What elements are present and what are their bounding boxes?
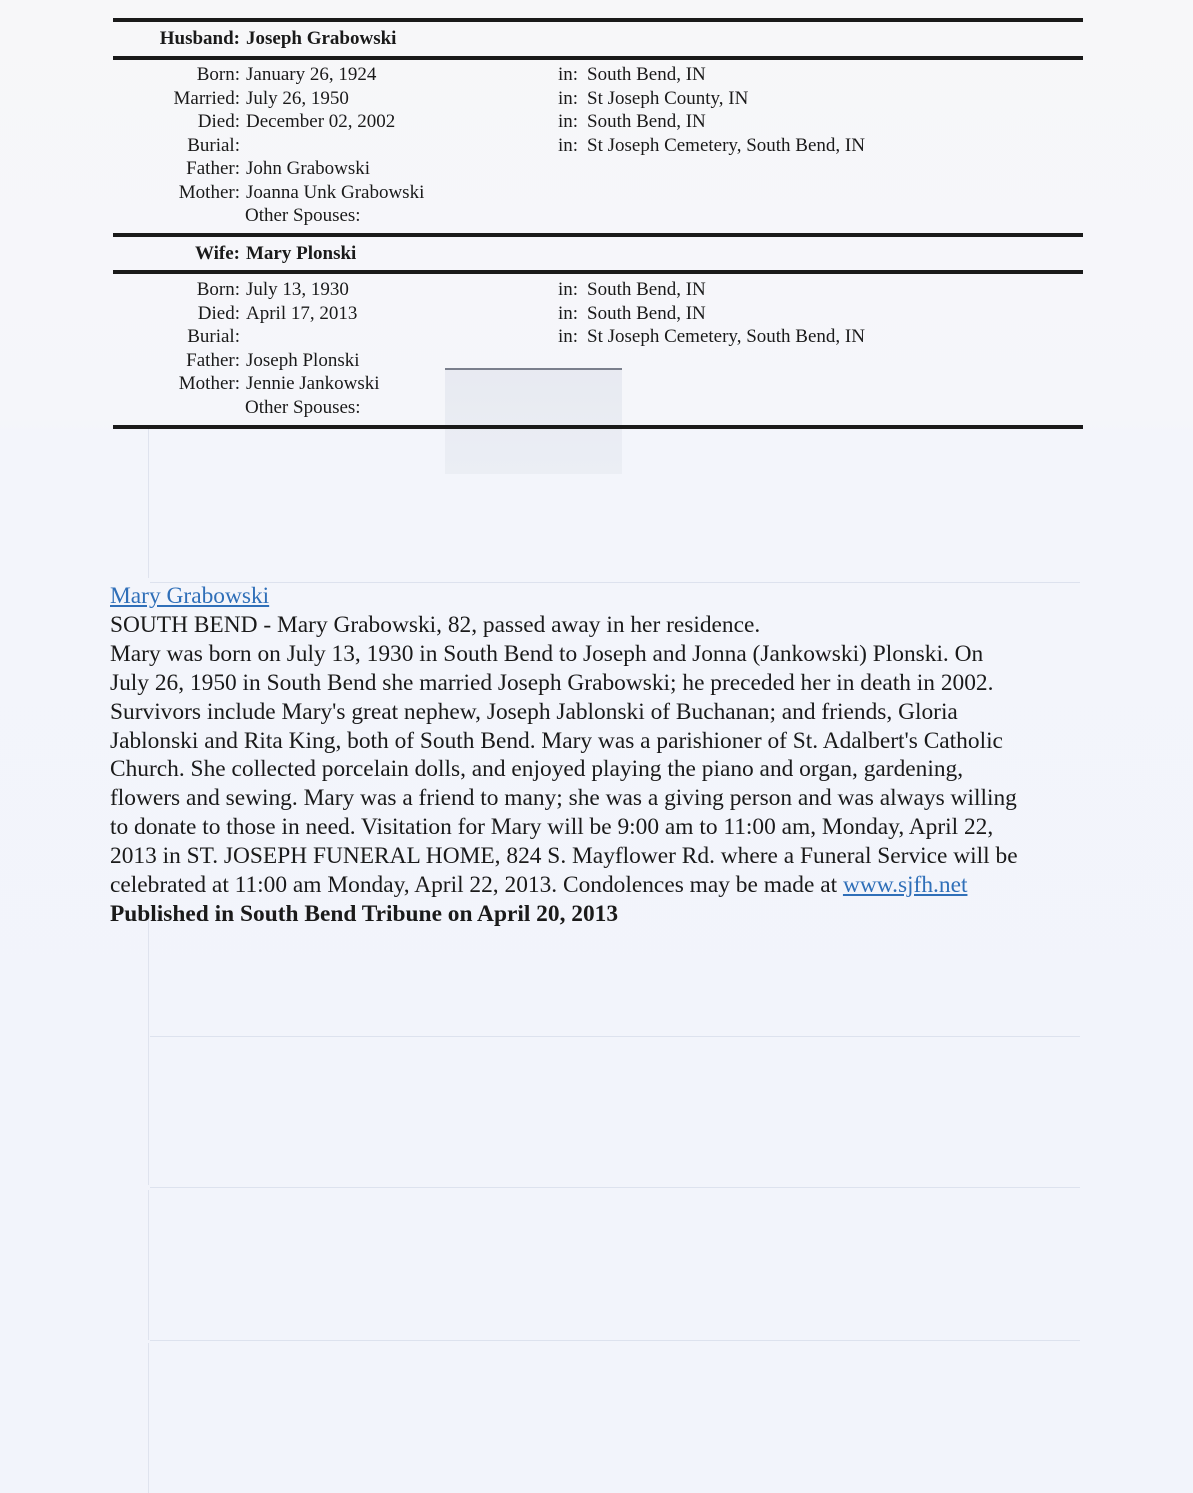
ghost-divider: [150, 1187, 1080, 1188]
section-rule: [113, 270, 1083, 274]
place-value: St Joseph Cemetery, South Bend, IN: [587, 135, 865, 156]
section-rule: [113, 18, 1083, 22]
husband-married-row: [113, 87, 1083, 111]
obituary-line: 2013 in ST. JOSEPH FUNERAL HOME, 824 S. Mayflower Rd. where a Funeral Service will be: [110, 843, 1018, 870]
in-label: in:: [558, 279, 579, 300]
obituary-line-text: celebrated at 11:00 am Monday, April 22, 2013. Condolences may be made at: [110, 872, 838, 899]
obituary-line: Mary was born on July 13, 1930 in South Bend to Joseph and Jonna (Jankowski) Plonski. On: [110, 640, 984, 667]
field-label: Married:: [173, 88, 240, 109]
husband-mother-row: [113, 181, 1083, 205]
obituary: [110, 582, 1085, 929]
place-value: South Bend, IN: [587, 303, 706, 324]
obituary-last-line: [110, 871, 1085, 900]
in-label: in:: [558, 64, 579, 85]
ghost-divider: [148, 1040, 149, 1185]
wife-burial-row: [113, 325, 1083, 349]
field-value: December 02, 2002: [246, 111, 396, 132]
husband-father-row: [113, 157, 1083, 181]
ghost-divider: [150, 1340, 1080, 1341]
field-label: Mother:: [178, 373, 240, 394]
wife-label: Wife:: [194, 243, 240, 264]
ghost-divider: [148, 428, 149, 578]
obituary-line: July 26, 1950 in South Bend she married Joseph Grabowski; he preceded her in death in 2002.: [110, 669, 994, 696]
place-value: St Joseph Cemetery, South Bend, IN: [587, 326, 865, 347]
section-rule: [113, 56, 1083, 60]
ghost-divider: [148, 910, 149, 1040]
field-value: January 26, 1924: [246, 64, 377, 85]
place-value: South Bend, IN: [587, 279, 706, 300]
field-value: Jennie Jankowski: [246, 373, 380, 394]
obituary-line: Survivors include Mary's great nephew, Joseph Jablonski of Buchanan; and friends, Gloria: [110, 698, 958, 725]
in-label: in:: [558, 88, 579, 109]
other-spouses-label: Other Spouses:: [245, 205, 361, 226]
obituary-line: Church. She collected porcelain dolls, and enjoyed playing the piano and organ, gardening,: [110, 756, 964, 783]
ghost-divider: [150, 1036, 1080, 1037]
husband-burial-row: [113, 134, 1083, 158]
field-label: Mother:: [178, 182, 240, 203]
field-label: Father:: [186, 158, 240, 179]
wife-born-row: [113, 278, 1083, 302]
section-rule: [113, 425, 1083, 429]
field-label: Died:: [197, 303, 240, 324]
field-label: Burial:: [187, 326, 240, 347]
husband-died-row: [113, 110, 1083, 134]
section-rule: [113, 233, 1083, 237]
field-label: Father:: [186, 350, 240, 371]
obituary-line: SOUTH BEND - Mary Grabowski, 82, passed away in her residence.: [110, 611, 761, 638]
field-value: July 26, 1950: [246, 88, 349, 109]
field-value: April 17, 2013: [246, 303, 358, 324]
obituary-line: to donate to those in need. Visitation for Mary will be 9:00 am to 11:00 am, Monday, April 22,: [110, 814, 994, 841]
in-label: in:: [558, 135, 579, 156]
other-spouses-label: Other Spouses:: [245, 397, 361, 418]
wife-mother-row: [113, 372, 1083, 396]
funeral-home-website-link[interactable]: www.sjfh.net: [842, 872, 968, 899]
wife-died-row: [113, 302, 1083, 326]
ghost-divider: [148, 1343, 149, 1493]
field-value: Joanna Unk Grabowski: [246, 182, 425, 203]
field-label: Born:: [196, 279, 240, 300]
wife-name: Mary Plonski: [246, 243, 357, 264]
in-label: in:: [558, 111, 579, 132]
husband-label: Husband:: [159, 28, 240, 49]
place-value: South Bend, IN: [587, 64, 706, 85]
obituary-name-link[interactable]: Mary Grabowski: [110, 583, 270, 609]
place-value: South Bend, IN: [587, 111, 706, 132]
field-value: John Grabowski: [246, 158, 371, 179]
place-value: St Joseph County, IN: [587, 88, 749, 109]
field-label: Born:: [196, 64, 240, 85]
husband-born-row: [113, 63, 1083, 87]
ghost-divider: [148, 1190, 149, 1340]
in-label: in:: [558, 326, 579, 347]
husband-name: Joseph Grabowski: [246, 28, 397, 49]
obituary-line: flowers and sewing. Mary was a friend to many; she was a giving person and was always willing: [110, 785, 1017, 812]
field-value: July 13, 1930: [246, 279, 349, 300]
field-label: Died:: [197, 111, 240, 132]
wife-other-spouses-row: [113, 396, 1083, 420]
husband-other-spouses-row: [113, 204, 1083, 228]
wife-father-row: [113, 349, 1083, 373]
field-label: Burial:: [187, 135, 240, 156]
publication-note: Published in South Bend Tribune on April 20, 2013: [110, 900, 619, 927]
field-value: Joseph Plonski: [246, 350, 360, 371]
in-label: in:: [558, 303, 579, 324]
obituary-line: Jablonski and Rita King, both of South Bend. Mary was a parishioner of St. Adalbert's Catholic: [110, 727, 1003, 754]
